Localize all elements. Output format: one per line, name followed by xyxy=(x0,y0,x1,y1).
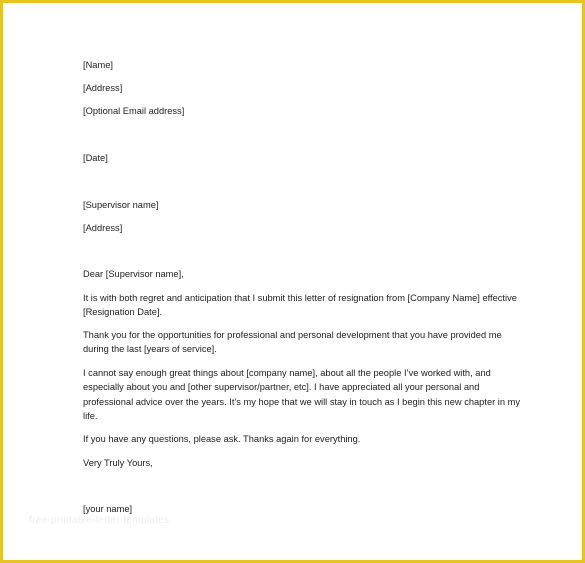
signature: [your name] xyxy=(83,504,133,514)
letter-date: [Date] xyxy=(83,153,108,163)
closing: Very Truly Yours, xyxy=(83,458,153,468)
watermark-text: free-printable-letter-templates xyxy=(29,515,170,526)
paragraph-thanks: Thank you for the opportunities for professional and personal development that you have provided me during the last [years of service]. xyxy=(83,330,502,355)
sender-name: [Name] xyxy=(83,60,113,70)
paragraph-resignation: It is with both regret and anticipation that I submit this letter of resignation from [Company Name] effective [Resignation Date]. xyxy=(83,293,517,318)
recipient-address: [Address] xyxy=(83,223,123,233)
sender-address: [Address] xyxy=(83,83,123,93)
salutation: Dear [Supervisor name], xyxy=(83,269,184,279)
sender-email: [Optional Email address] xyxy=(83,106,185,116)
recipient-name: [Supervisor name] xyxy=(83,200,159,210)
paragraph-appreciation: I cannot say enough great things about [company name], about all the people I’ve worked with, and especially about you and [other supervisor/partner, etc]. I have appreciated all your personal and professional advice over the years. It’s my hope that we will stay in touch as I begin this new chapter in my life. xyxy=(83,368,520,421)
paragraph-questions: If you have any questions, please ask. Thanks again for everything. xyxy=(83,434,361,444)
